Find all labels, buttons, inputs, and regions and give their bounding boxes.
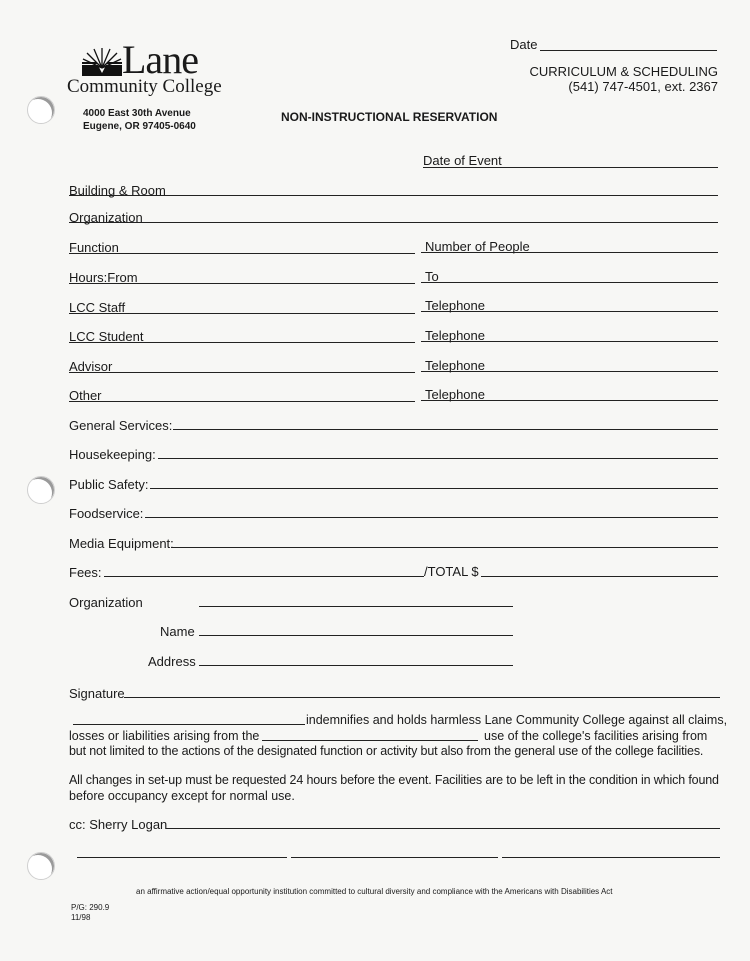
logo-subtitle: Community College [67,76,222,97]
organization-label: Organization [69,210,143,225]
billing-address-label: Address [148,654,196,669]
fees-field[interactable] [104,576,424,577]
billing-address-field[interactable] [199,665,513,666]
date-field[interactable] [540,50,717,51]
binder-hole-top [27,96,55,124]
billing-name-field[interactable] [199,635,513,636]
billing-organization-field[interactable] [199,606,513,607]
cc-extra-field-1[interactable] [77,857,287,858]
indemnity-line-3: but not limited to the actions of the designated function or activity but also from the general use of the college facilities. [69,744,704,758]
signature-label: Signature [69,686,125,701]
hours-from-label: Hours:From [69,270,138,285]
other-telephone-label: Telephone [425,387,485,402]
advisor-field[interactable] [69,372,415,373]
housekeeping-label: Housekeeping: [69,447,156,462]
total-label: /TOTAL $ [424,564,479,579]
cc-field[interactable] [166,828,720,829]
date-of-event-field[interactable] [423,167,718,168]
address-line-2: Eugene, OR 97405-0640 [83,121,196,132]
form-code: P/G: 290.9 [71,903,110,912]
other-field[interactable] [69,401,415,402]
form-date: 11/98 [71,913,91,922]
department-name: CURRICULUM & SCHEDULING [529,64,718,79]
housekeeping-field[interactable] [158,458,718,459]
advisor-telephone-field[interactable] [421,371,718,372]
indemnity-use-field[interactable] [262,740,478,741]
other-telephone-field[interactable] [421,400,718,401]
organization-field[interactable] [69,222,718,223]
fees-label: Fees: [69,565,102,580]
total-field[interactable] [481,576,718,577]
lcc-student-field[interactable] [69,342,415,343]
media-equipment-label: Media Equipment: [69,536,174,551]
indemnity-line-2a: losses or liabilities arising from the [69,729,260,743]
advisor-label: Advisor [69,359,113,374]
signature-field[interactable] [124,697,720,698]
advisor-telephone-label: Telephone [425,358,485,373]
sunrise-logo-icon [82,46,122,76]
logo-wordmark: Lane [122,37,198,82]
binder-hole-bottom [27,852,55,880]
foodservice-field[interactable] [145,517,718,518]
function-label: Function [69,240,119,255]
foodservice-label: Foodservice: [69,506,144,521]
student-telephone-field[interactable] [421,341,718,342]
staff-telephone-label: Telephone [425,298,485,313]
footer-statement: an affirmative action/equal opportunity institution committed to cultural diversity and compliance with the Americans with Disabilities Act [136,887,613,896]
lcc-staff-field[interactable] [69,313,415,314]
to-field[interactable] [421,282,718,283]
date-label: Date [510,37,538,52]
date-of-event-label: Date of Event [423,153,502,168]
department-phone: (541) 747-4501, ext. 2367 [568,79,718,94]
media-equipment-field[interactable] [171,547,718,548]
indemnitor-field[interactable] [73,724,305,725]
binder-hole-middle [27,476,55,504]
indemnity-line-2b: use of the college's facilities arising from [484,729,708,743]
form-title: NON-INSTRUCTIONAL RESERVATION [281,110,498,124]
changes-note-line-1: All changes in set-up must be requested 24 hours before the event. Facilities are to be left in the condition in which found [69,773,719,787]
billing-organization-label: Organization [69,595,143,610]
number-of-people-field[interactable] [421,252,718,253]
staff-telephone-field[interactable] [421,311,718,312]
function-field[interactable] [69,253,415,254]
address-line-1: 4000 East 30th Avenue [83,108,191,119]
indemnity-line-1: indemnifies and holds harmless Lane Community College against all claims, [306,713,728,727]
general-services-label: General Services: [69,418,173,433]
hours-from-field[interactable] [69,283,415,284]
other-label: Other [69,388,102,403]
public-safety-field[interactable] [150,488,718,489]
building-room-field[interactable] [69,195,718,196]
lcc-staff-label: LCC Staff [69,300,126,315]
general-services-field[interactable] [173,429,718,430]
cc-extra-field-2[interactable] [291,857,498,858]
building-room-label: Building & Room [69,183,166,198]
cc-label: cc: Sherry Logan [69,817,168,832]
public-safety-label: Public Safety: [69,477,149,492]
billing-name-label: Name [160,624,195,639]
to-label: To [425,269,439,284]
lcc-student-label: LCC Student [69,329,144,344]
changes-note-line-2: before occupancy except for normal use. [69,789,295,803]
cc-extra-field-3[interactable] [502,857,720,858]
student-telephone-label: Telephone [425,328,485,343]
number-of-people-label: Number of People [425,239,530,254]
